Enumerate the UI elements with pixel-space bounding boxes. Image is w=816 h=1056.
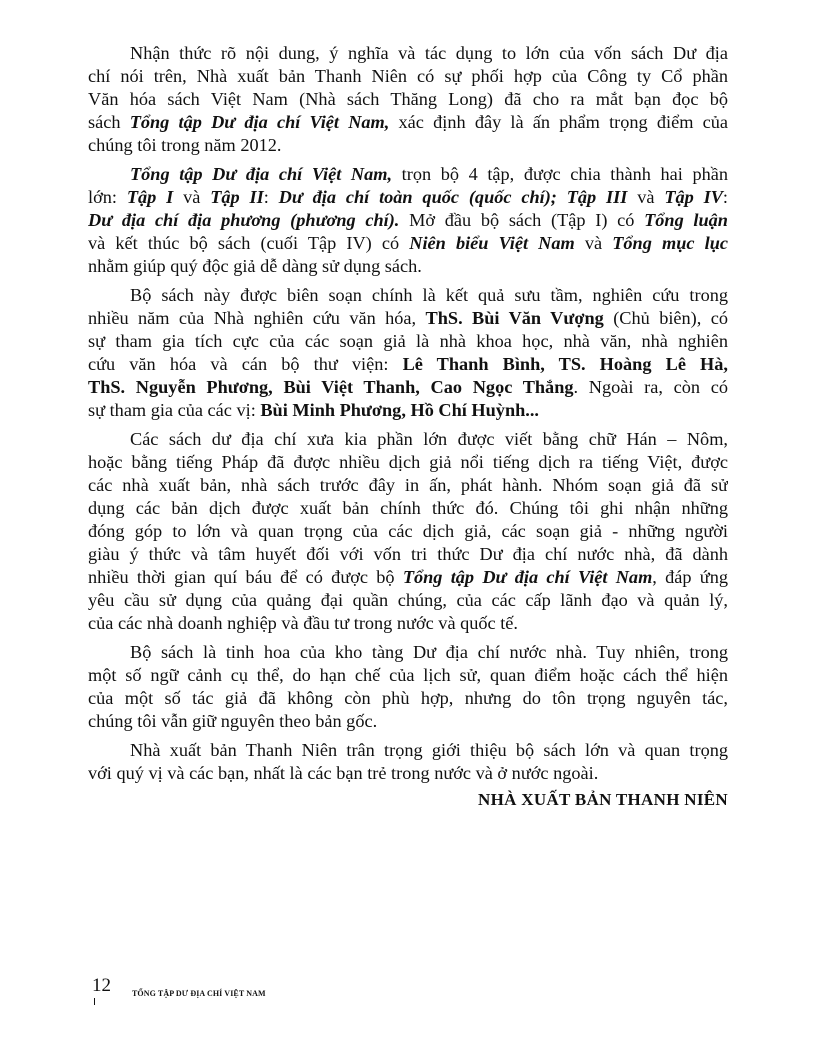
text-line xyxy=(88,111,728,134)
text-span: , đáp ứng xyxy=(652,567,728,587)
text-span: : xyxy=(722,187,728,207)
text-span: Văn hóa sách Việt Nam (Nhà sách Thăng Long) đã cho ra mắt bạn đọc bộ xyxy=(88,89,728,109)
paragraph xyxy=(88,739,728,785)
emphasized-text: Tổng tập Dư địa chí Việt Nam, xyxy=(129,112,390,132)
text-span: lớn: xyxy=(88,187,127,207)
text-span: các nhà xuất bản, nhà sách trước đây in ấn, phát hành. Nhóm soạn giả đã sử xyxy=(88,475,728,495)
text-line xyxy=(88,255,728,278)
emphasized-text: Tổng tập Dư địa chí Việt Nam, xyxy=(130,164,393,184)
emphasized-text: Tổng mục lục xyxy=(612,233,728,253)
text-line xyxy=(88,330,728,353)
text-span: Bộ sách là tinh hoa của kho tàng Dư địa chí nước nhà. Tuy nhiên, trong xyxy=(130,642,728,662)
text-line xyxy=(88,739,728,762)
text-span: : xyxy=(263,187,279,207)
text-line xyxy=(88,353,728,376)
text-line xyxy=(88,186,728,209)
text-line xyxy=(88,376,728,399)
text-span: Nhận thức rõ nội dung, ý nghĩa và tác dụng to lớn của vốn sách Dư địa xyxy=(130,43,728,63)
text-span: yêu cầu sử dụng của quảng đại quần chúng, của các cấp lãnh đạo và quản lý, xyxy=(88,590,728,610)
text-span: nhiều năm của Nhà nghiên cứu văn hóa, xyxy=(88,308,426,328)
emphasized-text: Lê Thanh Bình, TS. Hoàng Lê Hà, xyxy=(402,354,728,374)
text-span: chúng tôi vẫn giữ nguyên theo bản gốc. xyxy=(88,711,378,731)
text-span: đóng góp to lớn và quan trọng của các dịch giả, các soạn giả - những người xyxy=(88,521,728,541)
text-span: của các nhà doanh nghiệp và đầu tư trong nước và quốc tế. xyxy=(88,613,518,633)
text-span: giàu ý thức và tâm huyết đối với vốn tri thức Dư địa chí nước nhà, đã dành xyxy=(88,544,728,564)
running-title: TỔNG TẬP DƯ ĐỊA CHÍ VIỆT NAM xyxy=(132,989,266,998)
text-line xyxy=(88,543,728,566)
text-line xyxy=(88,612,728,635)
text-span: của một số tác giả đã không còn phù hợp, nhưng do tôn trọng nguyên tác, xyxy=(88,688,728,708)
text-span: trọn bộ 4 tập, được chia thành hai phần xyxy=(392,164,728,184)
text-span: hoặc bằng tiếng Pháp đã được nhiều dịch giả nổi tiếng dịch ra tiếng Việt, được xyxy=(88,452,728,472)
text-span: Bộ sách này được biên soạn chính là kết quả sưu tầm, nghiên cứu trong xyxy=(130,285,728,305)
text-line xyxy=(88,65,728,88)
text-span: Các sách dư địa chí xưa kia phần lớn được viết bằng chữ Hán – Nôm, xyxy=(130,429,728,449)
text-span: . Ngoài ra, còn có xyxy=(573,377,728,397)
text-line xyxy=(88,163,728,186)
text-span: (Chủ biên), có xyxy=(603,308,728,328)
text-span: với quý vị và các bạn, nhất là các bạn trẻ trong nước và ở nước ngoài. xyxy=(88,763,599,783)
text-line xyxy=(88,134,728,157)
text-line xyxy=(88,710,728,733)
emphasized-text: Tổng tập Dư địa chí Việt Nam xyxy=(402,567,653,587)
text-line xyxy=(88,42,728,65)
text-span: Mở đầu bộ sách (Tập I) có xyxy=(399,210,645,230)
text-line xyxy=(88,762,728,785)
emphasized-text: ThS. Bùi Văn Vượng xyxy=(425,308,604,328)
page-number: 12 xyxy=(92,975,111,996)
text-line xyxy=(88,307,728,330)
emphasized-text: Tập I xyxy=(126,187,174,207)
text-span: nhằm giúp quý độc giả dễ dàng sử dụng sách. xyxy=(88,256,422,276)
text-span: sự tham gia của các vị: xyxy=(88,400,261,420)
emphasized-text: Tổng luận xyxy=(644,210,728,230)
paragraph xyxy=(88,163,728,278)
text-line xyxy=(88,474,728,497)
paragraph xyxy=(88,428,728,635)
page-number-mark xyxy=(94,998,95,1005)
text-span: dụng các bản dịch được xuất bản chính thức đó. Chúng tôi ghi nhận những xyxy=(88,498,728,518)
text-line xyxy=(88,664,728,687)
emphasized-text: Bùi Minh Phương, Hồ Chí Huỳnh... xyxy=(260,400,539,420)
text-span: Nhà xuất bản Thanh Niên trân trọng giới thiệu bộ sách lớn và quan trọng xyxy=(130,740,728,760)
text-line xyxy=(88,232,728,255)
text-span: và kết thúc bộ sách (cuối Tập IV) có xyxy=(88,233,410,253)
emphasized-text: Niên biểu Việt Nam xyxy=(409,233,575,253)
emphasized-text: Dư địa chí toàn quốc (quốc chí); Tập III xyxy=(278,187,628,207)
text-span: một số ngữ cảnh cụ thể, do hạn chế của lịch sử, quan điểm hoặc cách thể hiện xyxy=(88,665,728,685)
text-span: và xyxy=(574,233,613,253)
text-span: chí nói trên, Nhà xuất bản Thanh Niên có sự phối hợp của Công ty Cổ phần xyxy=(88,66,728,86)
emphasized-text: Dư địa chí địa phương (phương chí). xyxy=(88,210,400,230)
emphasized-text: Tập II xyxy=(210,187,264,207)
text-line xyxy=(88,641,728,664)
text-line xyxy=(88,451,728,474)
text-line xyxy=(88,88,728,111)
emphasized-text: Tập IV xyxy=(664,187,723,207)
text-line xyxy=(88,399,728,422)
publisher-signature: NHÀ XUẤT BẢN THANH NIÊN xyxy=(478,790,728,809)
text-line xyxy=(88,520,728,543)
paragraph xyxy=(88,42,728,157)
text-line xyxy=(88,589,728,612)
text-line xyxy=(88,497,728,520)
text-span: và xyxy=(173,187,211,207)
text-span: sách xyxy=(88,112,130,132)
text-span: nhiều thời gian quí báu để có được bộ xyxy=(88,567,403,587)
text-span: xác định đây là ấn phẩm trọng điểm của xyxy=(389,112,728,132)
paragraph xyxy=(88,284,728,422)
text-line xyxy=(88,284,728,307)
text-line xyxy=(88,209,728,232)
document-body xyxy=(88,42,728,791)
text-line xyxy=(88,687,728,710)
emphasized-text: ThS. Nguyễn Phương, Bùi Việt Thanh, Cao Ngọc Thắng xyxy=(88,377,574,397)
text-span: cứu văn hóa và cán bộ thư viện: xyxy=(88,354,403,374)
text-span: sự tham gia tích cực của các soạn giả là nhà khoa học, nhà văn, nhà nghiên xyxy=(88,331,728,351)
paragraph xyxy=(88,641,728,733)
text-span: chúng tôi trong năm 2012. xyxy=(88,135,282,155)
text-line xyxy=(88,428,728,451)
text-span: và xyxy=(627,187,665,207)
text-line xyxy=(88,566,728,589)
